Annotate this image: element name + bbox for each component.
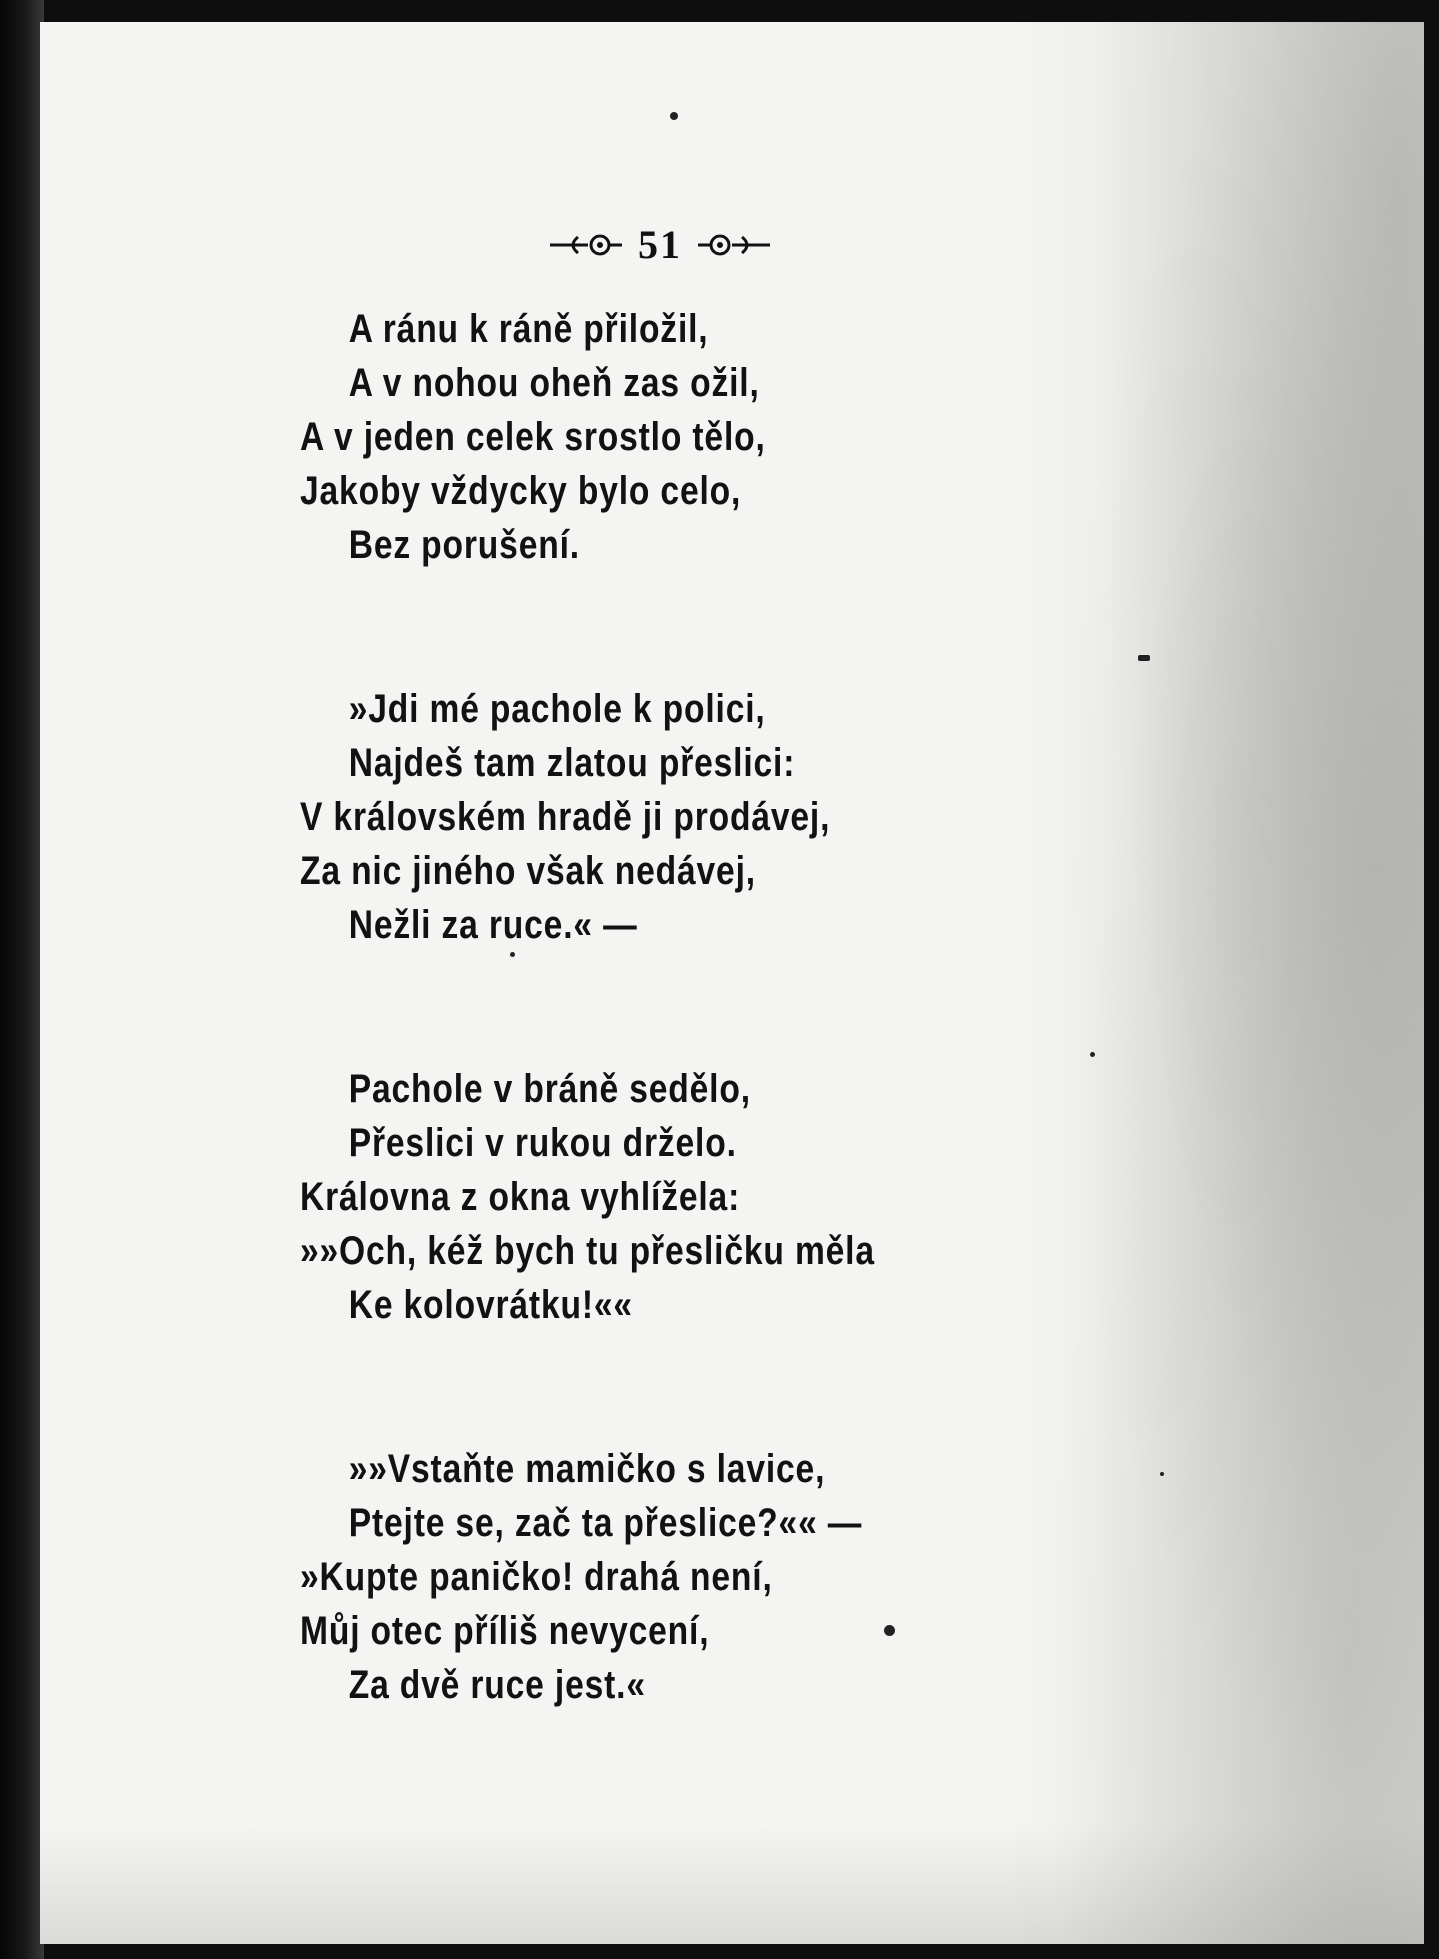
poem-line: »»Och, kéž bych tu přesličku měla bbox=[300, 1229, 875, 1273]
stanza bbox=[300, 1442, 1140, 1712]
book-page bbox=[40, 22, 1424, 1944]
ink-speck bbox=[1160, 1472, 1164, 1476]
poem-text bbox=[300, 302, 1140, 1712]
page-header bbox=[540, 214, 780, 274]
poem-line: A v nohou oheň zas ožil, bbox=[348, 361, 760, 405]
poem-line: »Kupte paničko! drahá není, bbox=[300, 1555, 773, 1599]
poem-line: Nežli za ruce.« — bbox=[348, 903, 638, 947]
poem-line: Můj otec příliš nevycení, bbox=[300, 1609, 710, 1653]
ornament-left-icon bbox=[548, 231, 624, 257]
stanza bbox=[300, 302, 1140, 572]
poem-line: Za dvě ruce jest.« bbox=[348, 1663, 646, 1707]
poem-line: Najdeš tam zlatou přeslici: bbox=[348, 741, 796, 785]
scan-edge bbox=[0, 0, 44, 1959]
ink-speck bbox=[670, 112, 678, 120]
poem-line: »Jdi mé pachole k polici, bbox=[348, 687, 766, 731]
poem-line: Pachole v bráně sedělo, bbox=[348, 1067, 751, 1111]
poem-line: Přeslici v rukou drželo. bbox=[348, 1121, 737, 1165]
poem-line: Bez porušení. bbox=[348, 523, 580, 567]
poem-line: Ke kolovrátku!«« bbox=[348, 1283, 633, 1327]
stanza bbox=[300, 1062, 1140, 1332]
page-stain-bottom bbox=[40, 1824, 1424, 1944]
poem-line: »»Vstaňte mamičko s lavice, bbox=[348, 1447, 826, 1491]
poem-line: V královském hradě ji prodávej, bbox=[300, 795, 831, 839]
poem-line: Ptejte se, zač ta přeslice?«« — bbox=[348, 1501, 863, 1545]
poem-line: Jakoby vždycky bylo celo, bbox=[300, 469, 742, 513]
poem-line: A v jeden celek srostlo tělo, bbox=[300, 415, 766, 459]
ornament-right-icon bbox=[696, 231, 772, 257]
poem-line: A ránu k ráně přiložil, bbox=[348, 307, 709, 351]
poem-line: Královna z okna vyhlížela: bbox=[300, 1175, 741, 1219]
poem-line: Za nic jiného však nedávej, bbox=[300, 849, 756, 893]
page-number: 51 bbox=[638, 221, 682, 267]
stanza bbox=[300, 682, 1140, 952]
